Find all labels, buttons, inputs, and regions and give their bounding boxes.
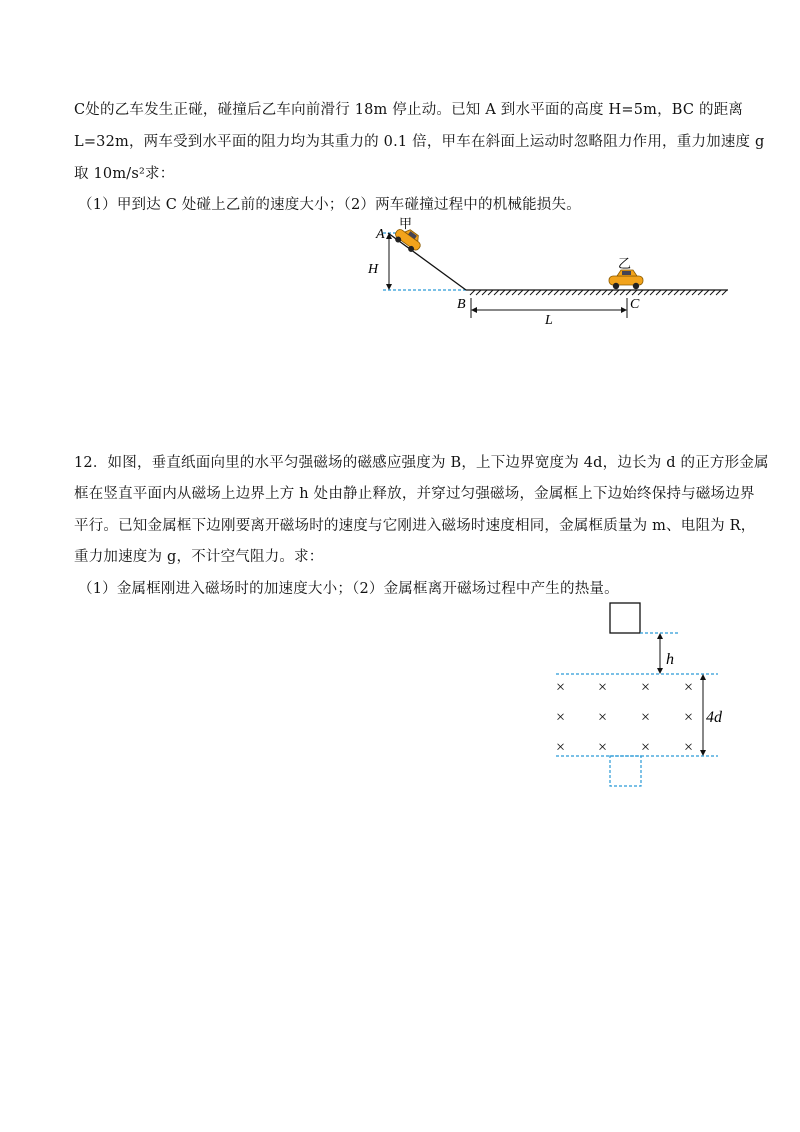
field-mark: × bbox=[684, 739, 694, 756]
frame-exit-position bbox=[610, 756, 641, 786]
p11-line-2: L=32m，两车受到水平面的阻力均为其重力的 0.1 倍，甲车在斜面上运动时忽略阻力作用，重力加速度 g bbox=[74, 134, 765, 150]
field-mark: × bbox=[641, 739, 651, 756]
p11-line-1: C处的乙车发生正碰，碰撞后乙车向前滑行 18m 停止动。已知 A 到水平面的高度 H=5m，BC 的距离 bbox=[74, 102, 744, 118]
h-arrow-up-2 bbox=[657, 633, 663, 639]
field-mark: × bbox=[556, 739, 566, 756]
4d-arrow-down bbox=[700, 750, 706, 756]
field-mark: × bbox=[598, 709, 608, 726]
p12-line-1: 12．如图，垂直纸面向里的水平匀强磁场的磁感应强度为 B，上下边界宽度为 4d，边长为 d 的正方形金属 bbox=[74, 455, 769, 471]
field-mark: × bbox=[684, 709, 694, 726]
p12-line-5: （1）金属框刚进入磁场时的加速度大小；（2）金属框离开磁场过程中产生的热量。 bbox=[78, 581, 619, 597]
h-arrow-down-2 bbox=[657, 668, 663, 674]
field-mark: × bbox=[641, 709, 651, 726]
metal-frame bbox=[610, 603, 640, 633]
magnetic-field-marks bbox=[556, 679, 693, 756]
label-b: B bbox=[457, 297, 466, 312]
p11-line-4: （1）甲到达 C 处碰上乙前的速度大小；（2）两车碰撞过程中的机械能损失。 bbox=[78, 197, 581, 213]
p11-line-3: 取 10m/s²求： bbox=[74, 166, 175, 182]
label-l: L bbox=[545, 313, 553, 328]
field-mark: × bbox=[641, 679, 651, 696]
label-h-small: h bbox=[666, 651, 674, 668]
field-mark: × bbox=[684, 679, 694, 696]
field-mark: × bbox=[556, 709, 566, 726]
p12-line-4: 重力加速度为 g，不计空气阻力。求： bbox=[74, 549, 324, 565]
4d-arrow-up bbox=[700, 674, 706, 680]
field-mark: × bbox=[598, 679, 608, 696]
label-h: H bbox=[368, 262, 379, 277]
p12-line-3: 平行。已知金属框下边刚要离开磁场时的速度与它刚进入磁场时速度相同，金属框质量为 m、电阻为 R， bbox=[74, 518, 756, 534]
label-a: A bbox=[376, 227, 385, 242]
label-yi: 乙 bbox=[618, 257, 632, 272]
p12-line-2: 框在竖直平面内从磁场上边界上方 h 处由静止释放，并穿过匀强磁场，金属框上下边始终保持与磁场边界 bbox=[74, 486, 755, 502]
label-c: C bbox=[630, 297, 640, 312]
field-mark: × bbox=[556, 679, 566, 696]
field-mark: × bbox=[598, 739, 608, 756]
label-jia: 甲 bbox=[399, 217, 413, 232]
label-4d: 4d bbox=[706, 709, 722, 726]
